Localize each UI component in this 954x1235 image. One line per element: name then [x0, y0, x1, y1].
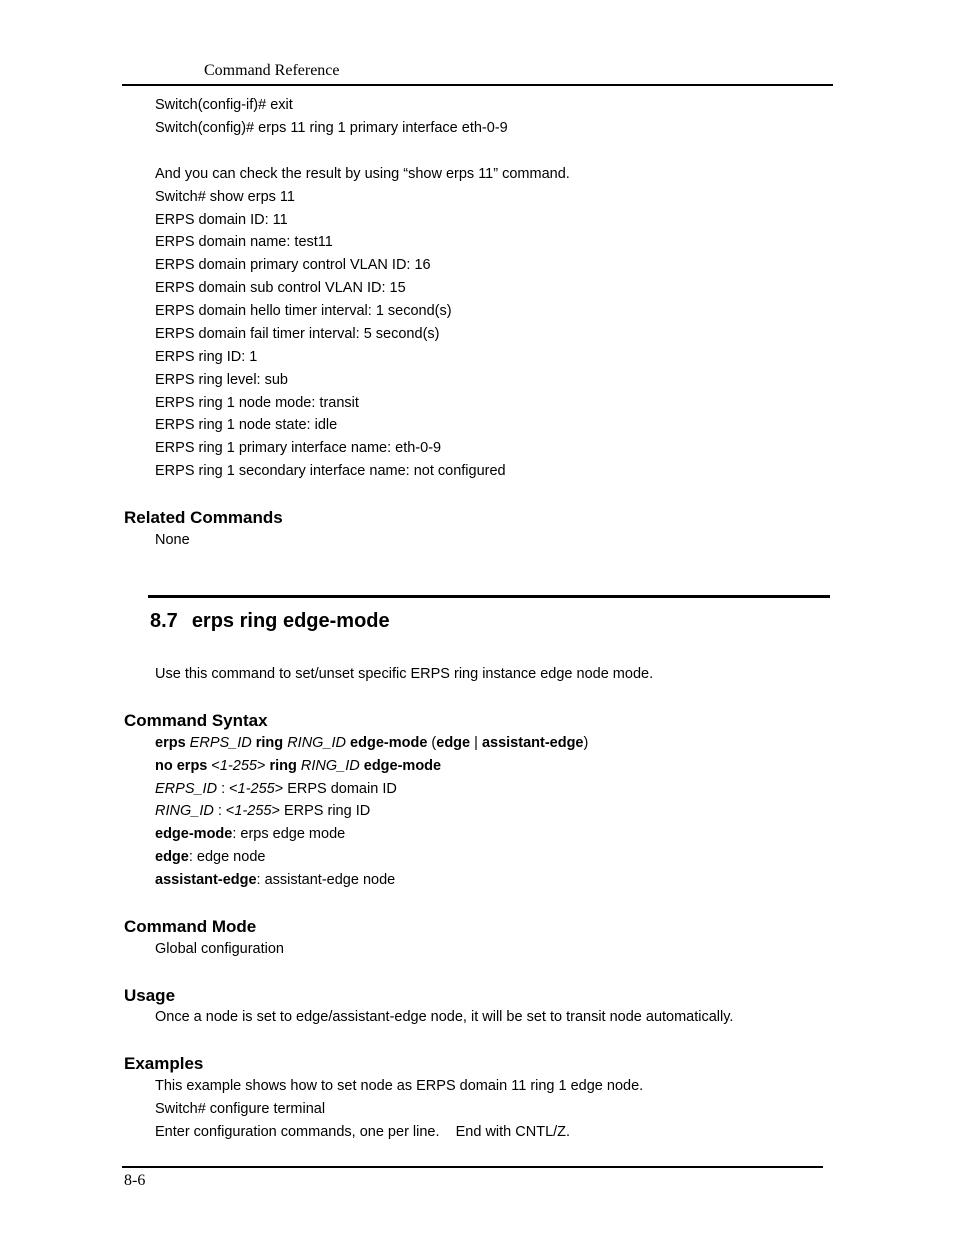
syntax-punct: ( — [431, 735, 437, 751]
example-line: Enter configuration commands, one per line. End with CNTL/Z. — [155, 1124, 571, 1140]
syntax-argument: RING_ID — [300, 758, 360, 774]
syntax-keyword: ring — [255, 735, 284, 751]
output-line: ERPS ring level: sub — [155, 372, 288, 388]
param-name: RING_ID — [155, 803, 214, 819]
output-line: ERPS ring 1 secondary interface name: not configured — [155, 463, 506, 479]
output-line: ERPS domain ID: 11 — [155, 212, 288, 228]
example-line: This example shows how to set node as ERPS domain 11 ring 1 edge node. — [155, 1078, 644, 1094]
output-line: Switch# show erps 11 — [155, 189, 295, 205]
syntax-keyword: edge — [436, 735, 471, 751]
related-commands-body: None — [155, 532, 190, 548]
output-line: ERPS ring 1 node state: idle — [155, 417, 338, 433]
syntax-keyword: assistant-edge — [481, 735, 584, 751]
section-rule — [148, 595, 830, 598]
param-assistant-edge — [155, 872, 395, 889]
running-header: Command Reference — [204, 62, 340, 79]
param-desc: > ERPS ring ID — [271, 803, 371, 819]
syntax-argument: 1-255 — [219, 758, 257, 774]
header-rule — [122, 84, 833, 86]
param-sep: : < — [213, 803, 235, 819]
param-desc: : assistant-edge node — [256, 872, 396, 888]
command-mode-heading: Command Mode — [124, 917, 257, 936]
related-commands-heading: Related Commands — [124, 508, 283, 527]
param-desc: : edge node — [188, 849, 266, 865]
param-name: edge-mode — [155, 826, 233, 842]
param-erps-id — [155, 781, 397, 798]
example-line: Switch# configure terminal — [155, 1101, 326, 1117]
param-name: assistant-edge — [155, 872, 257, 888]
code-line: Switch(config)# erps 11 ring 1 primary interface eth-0-9 — [155, 120, 508, 136]
param-edge-mode — [155, 826, 345, 843]
syntax-argument: RING_ID — [287, 735, 347, 751]
param-name: ERPS_ID — [155, 781, 218, 797]
syntax-punct: ) — [583, 735, 589, 751]
output-line: ERPS domain name: test11 — [155, 234, 333, 250]
param-desc: > ERPS domain ID — [274, 781, 397, 797]
syntax-line-2 — [155, 758, 441, 775]
command-syntax-heading: Command Syntax — [124, 711, 268, 730]
syntax-punct: | — [474, 735, 478, 751]
section-title — [150, 610, 390, 633]
output-line: ERPS domain hello timer interval: 1 second(s) — [155, 303, 452, 319]
examples-heading: Examples — [124, 1054, 204, 1073]
syntax-keyword: edge-mode — [363, 758, 442, 774]
page-number: 8-6 — [124, 1172, 146, 1189]
syntax-punct: < — [211, 758, 220, 774]
param-range: 1-255 — [237, 781, 275, 797]
param-range: 1-255 — [234, 803, 272, 819]
section-description: Use this command to set/unset specific ERPS ring instance edge node mode. — [155, 666, 654, 682]
syntax-keyword: ring — [269, 758, 297, 774]
check-intro: And you can check the result by using “show erps 11” command. — [155, 166, 570, 182]
output-line: ERPS ring ID: 1 — [155, 349, 258, 365]
output-line: ERPS ring 1 node mode: transit — [155, 395, 359, 411]
syntax-line-1 — [155, 735, 588, 752]
param-name: edge — [155, 849, 189, 865]
output-line: ERPS domain fail timer interval: 5 second(s) — [155, 326, 440, 342]
param-desc: : erps edge mode — [232, 826, 346, 842]
command-mode-body: Global configuration — [155, 941, 284, 957]
syntax-punct: > — [256, 758, 266, 774]
syntax-keyword: no erps — [155, 758, 208, 774]
footer-rule — [122, 1166, 823, 1168]
syntax-keyword: erps — [155, 735, 186, 751]
param-edge — [155, 849, 265, 866]
syntax-argument: ERPS_ID — [189, 735, 252, 751]
section-name: erps ring edge-mode — [191, 610, 390, 632]
output-line: ERPS domain primary control VLAN ID: 16 — [155, 257, 431, 273]
code-line: Switch(config-if)# exit — [155, 97, 293, 113]
param-ring-id — [155, 803, 370, 820]
usage-body: Once a node is set to edge/assistant-edge node, it will be set to transit node automatically. — [155, 1009, 734, 1025]
syntax-keyword: edge-mode — [350, 735, 428, 751]
usage-heading: Usage — [124, 986, 176, 1005]
output-line: ERPS ring 1 primary interface name: eth-0-9 — [155, 440, 442, 456]
section-number: 8.7 — [150, 610, 178, 632]
param-sep: : < — [217, 781, 238, 797]
output-line: ERPS domain sub control VLAN ID: 15 — [155, 280, 406, 296]
